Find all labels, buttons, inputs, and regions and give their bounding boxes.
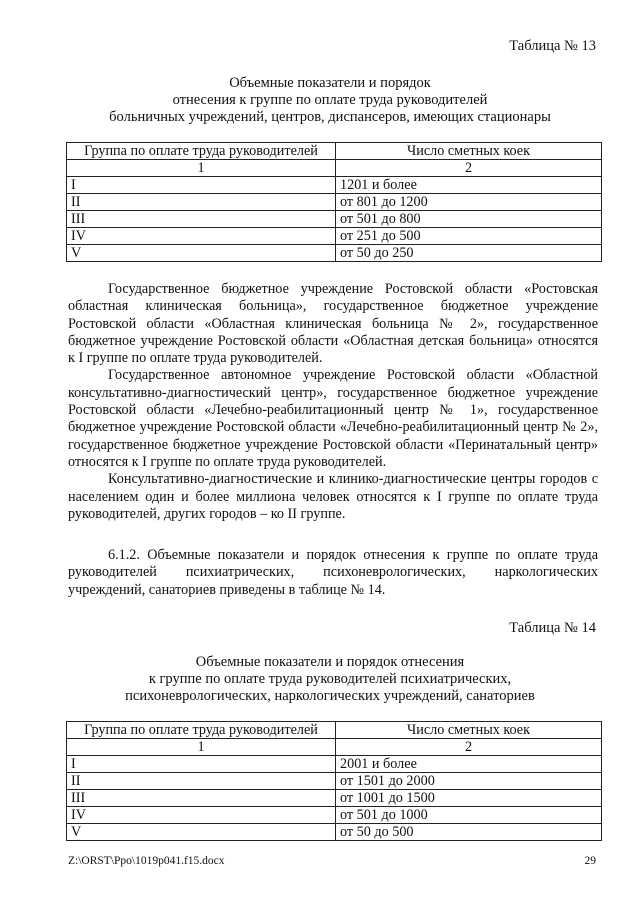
table-14-title-line: к группе по оплате труда руководителей психиатрических, — [148, 671, 512, 687]
group-cell: V — [67, 245, 336, 262]
table-header-row — [67, 722, 602, 739]
group-cell: II — [67, 773, 336, 790]
table-13-label: Таблица № 13 — [509, 38, 596, 54]
footer-file-path: Z:\ORST\Ppo\1019p041.f15.docx — [68, 855, 225, 867]
table-13-title — [60, 75, 600, 126]
beds-cell: от 50 до 500 — [336, 824, 602, 841]
table-row — [67, 790, 602, 807]
table-row — [67, 773, 602, 790]
column-header: Число сметных коек — [336, 722, 602, 739]
body-paragraph: Консультативно-диагностические и клинико-диагностические центры городов с населением один и более миллиона человек относятся к I группе по оплате труда руководителей, других городов – ко II группе. — [68, 471, 598, 522]
beds-cell: от 501 до 800 — [336, 211, 602, 228]
column-header: Группа по оплате труда руководителей — [67, 143, 336, 160]
group-cell: IV — [67, 228, 336, 245]
table-row — [67, 807, 602, 824]
beds-cell: от 50 до 250 — [336, 245, 602, 262]
beds-cell: от 801 до 1200 — [336, 194, 602, 211]
page-number: 29 — [584, 855, 596, 867]
section-paragraph — [68, 547, 598, 599]
table-13 — [66, 142, 602, 262]
column-number-row — [67, 160, 602, 177]
column-number: 2 — [336, 739, 602, 756]
group-cell: I — [67, 756, 336, 773]
table-14-title-line: Объемные показатели и порядок отнесения — [195, 654, 465, 670]
column-number: 2 — [336, 160, 602, 177]
beds-cell: от 251 до 500 — [336, 228, 602, 245]
column-number: 1 — [67, 739, 336, 756]
group-cell: I — [67, 177, 336, 194]
group-cell: IV — [67, 807, 336, 824]
group-cell: III — [67, 211, 336, 228]
body-paragraph: 6.1.2. Объемные показатели и порядок отнесения к группе по оплате труда руководителей психиатрических, психоневрологических, наркологических учреждений, санаториев приведены в таблице № 14. — [68, 547, 598, 598]
table-14 — [66, 721, 602, 841]
table-13-title-line: отнесения к группе по оплате труда руководителей — [172, 92, 488, 108]
group-cell: II — [67, 194, 336, 211]
table-header-row — [67, 143, 602, 160]
table-14-title — [60, 654, 600, 705]
column-header: Группа по оплате труда руководителей — [67, 722, 336, 739]
table-13-title-line: больничных учреждений, центров, диспансеров, имеющих стационары — [109, 109, 551, 125]
table-row — [67, 194, 602, 211]
table-14-label: Таблица № 14 — [509, 620, 596, 636]
column-number: 1 — [67, 160, 336, 177]
beds-cell: от 1001 до 1500 — [336, 790, 602, 807]
beds-cell: от 1501 до 2000 — [336, 773, 602, 790]
table-row — [67, 177, 602, 194]
body-paragraph: Государственное бюджетное учреждение Ростовской области «Ростовская областная клиническая больница», государственное бюджетное учреждение Ростовской области «Областная клиническая больница № 2», государственное бюджетное учреждение Ростовской области «Областная детская больница» относятся к I группе по оплате труда руководителей. — [68, 281, 598, 367]
beds-cell: от 501 до 1000 — [336, 807, 602, 824]
table-row — [67, 824, 602, 841]
column-header: Число сметных коек — [336, 143, 602, 160]
table-14-title-line: психоневрологических, наркологических учреждений, санаториев — [125, 688, 535, 704]
table-row — [67, 756, 602, 773]
body-paragraph: Государственное автономное учреждение Ростовской области «Областной консультативно-диагностический центр», государственное бюджетное учреждение Ростовской области «Лечебно-реабилитационный центр № 1», государственное бюджетное учреждение Ростовской области «Лечебно-реабилитационный центр № 2», государственное бюджетное учреждение Ростовской области «Перинатальный центр» относятся к I группе по оплате труда руководителей. — [68, 367, 598, 470]
body-text-block — [68, 281, 598, 523]
group-cell: V — [67, 824, 336, 841]
beds-cell: 2001 и более — [336, 756, 602, 773]
group-cell: III — [67, 790, 336, 807]
table-row — [67, 211, 602, 228]
table-row — [67, 245, 602, 262]
beds-cell: 1201 и более — [336, 177, 602, 194]
table-13-title-line: Объемные показатели и порядок — [229, 75, 431, 91]
table-row — [67, 228, 602, 245]
column-number-row — [67, 739, 602, 756]
